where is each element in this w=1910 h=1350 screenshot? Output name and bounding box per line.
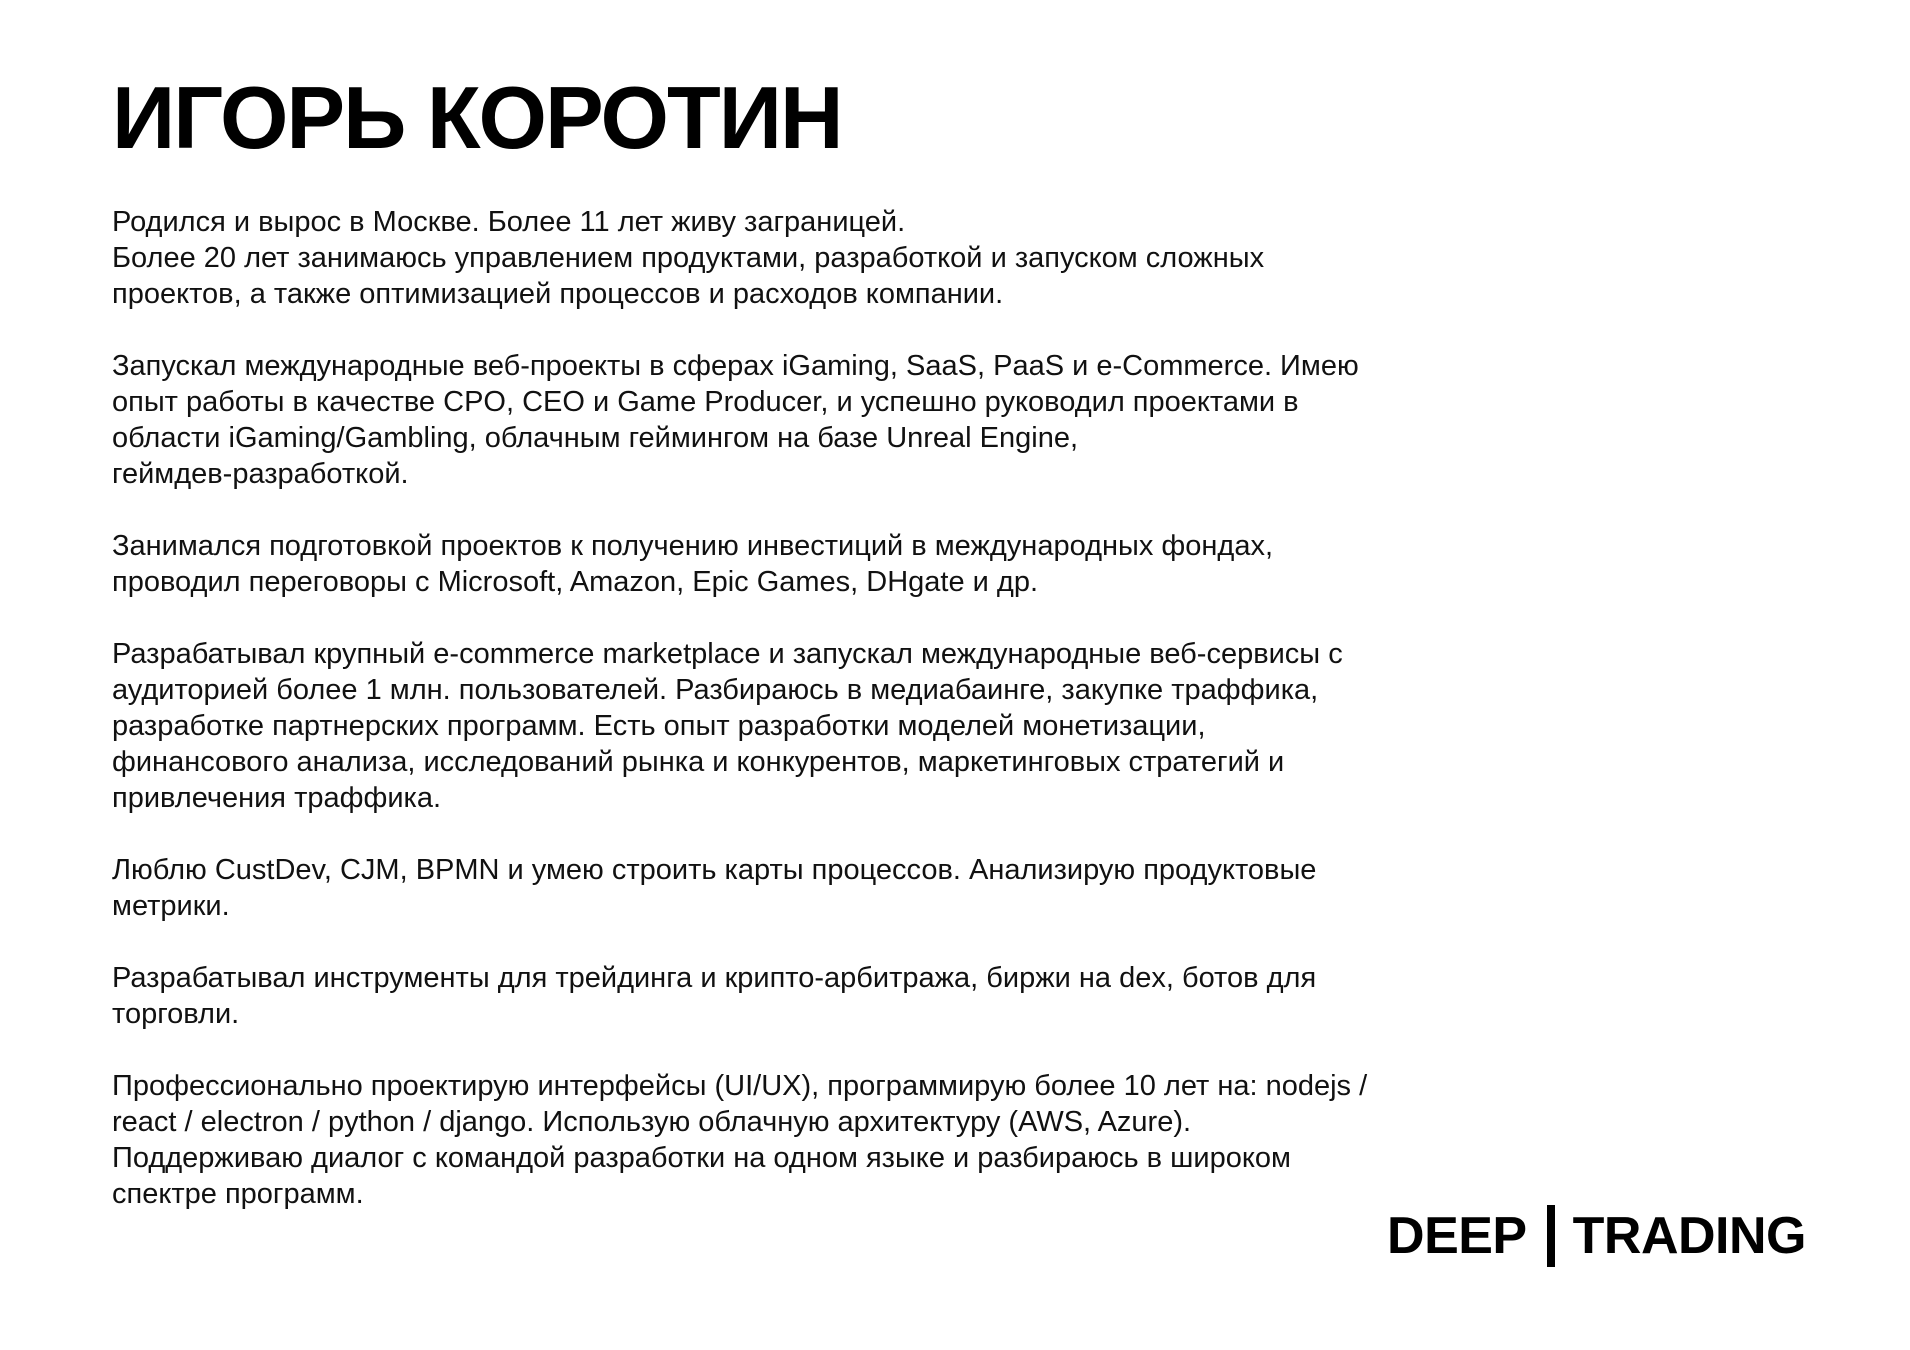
logo-word-trading: TRADING [1572,1207,1806,1265]
text-line: Запускал международные веб-проекты в сферах iGaming, SaaS, PaaS и e-Commerce. Имею [112,350,1359,382]
bio-text [112,204,1532,1248]
logo-word-deep: DEEP [1387,1207,1527,1265]
bio-paragraph-projects [112,348,1532,492]
text-line: спектре программ. [112,1178,364,1210]
bio-paragraph-tech [112,1068,1532,1212]
logo-divider [1547,1205,1555,1267]
text-line: Занимался подготовкой проектов к получению инвестиций в международных фондах, [112,530,1274,562]
bio-paragraph-origin [112,204,1532,312]
text-line: области iGaming/Gambling, облачным геймингом на базе Unreal Engine, [112,422,1079,454]
bio-paragraph-trading [112,960,1532,1032]
text-line: Профессионально проектирую интерфейсы (UI/UX), программирую более 10 лет на: nodejs / [112,1070,1368,1102]
bio-paragraph-ecommerce [112,636,1532,816]
text-line: проводил переговоры с Microsoft, Amazon, Epic Games, DHgate и др. [112,566,1039,598]
page-title: ИГОРЬ КОРОТИН [112,68,842,167]
text-line: привлечения траффика. [112,782,442,814]
text-line: Разрабатывал крупный e-commerce marketplace и запускал международные веб-сервисы с [112,638,1343,670]
deep-trading-logo [1387,1205,1806,1267]
bio-paragraph-investments [112,528,1532,600]
text-line: метрики. [112,890,230,922]
text-line: react / electron / python / django. Использую облачную архитектуру (AWS, Azure). [112,1106,1192,1138]
text-line: проектов, а также оптимизацией процессов и расходов компании. [112,278,1004,310]
text-line: Поддерживаю диалог с командой разработки на одном языке и разбираюсь в широком [112,1142,1291,1174]
bio-paragraph-methods [112,852,1532,924]
text-line: опыт работы в качестве CPO, CEO и Game Producer, и успешно руководил проектами в [112,386,1299,418]
text-line: Родился и вырос в Москве. Более 11 лет живу заграницей. [112,206,906,238]
text-line: Люблю CustDev, CJM, BPMN и умею строить карты процессов. Анализирую продуктовые [112,854,1317,886]
text-line: финансового анализа, исследований рынка и конкурентов, маркетинговых стратегий и [112,746,1285,778]
text-line: аудиторией более 1 млн. пользователей. Разбираюсь в медиабаинге, закупке траффика, [112,674,1319,706]
text-line: разработке партнерских программ. Есть опыт разработки моделей монетизации, [112,710,1206,742]
text-line: торговли. [112,998,240,1030]
text-line: Разрабатывал инструменты для трейдинга и крипто-арбитража, биржи на dex, ботов для [112,962,1317,994]
text-line: геймдев-разработкой. [112,458,409,490]
text-line: Более 20 лет занимаюсь управлением продуктами, разработкой и запуском сложных [112,242,1265,274]
